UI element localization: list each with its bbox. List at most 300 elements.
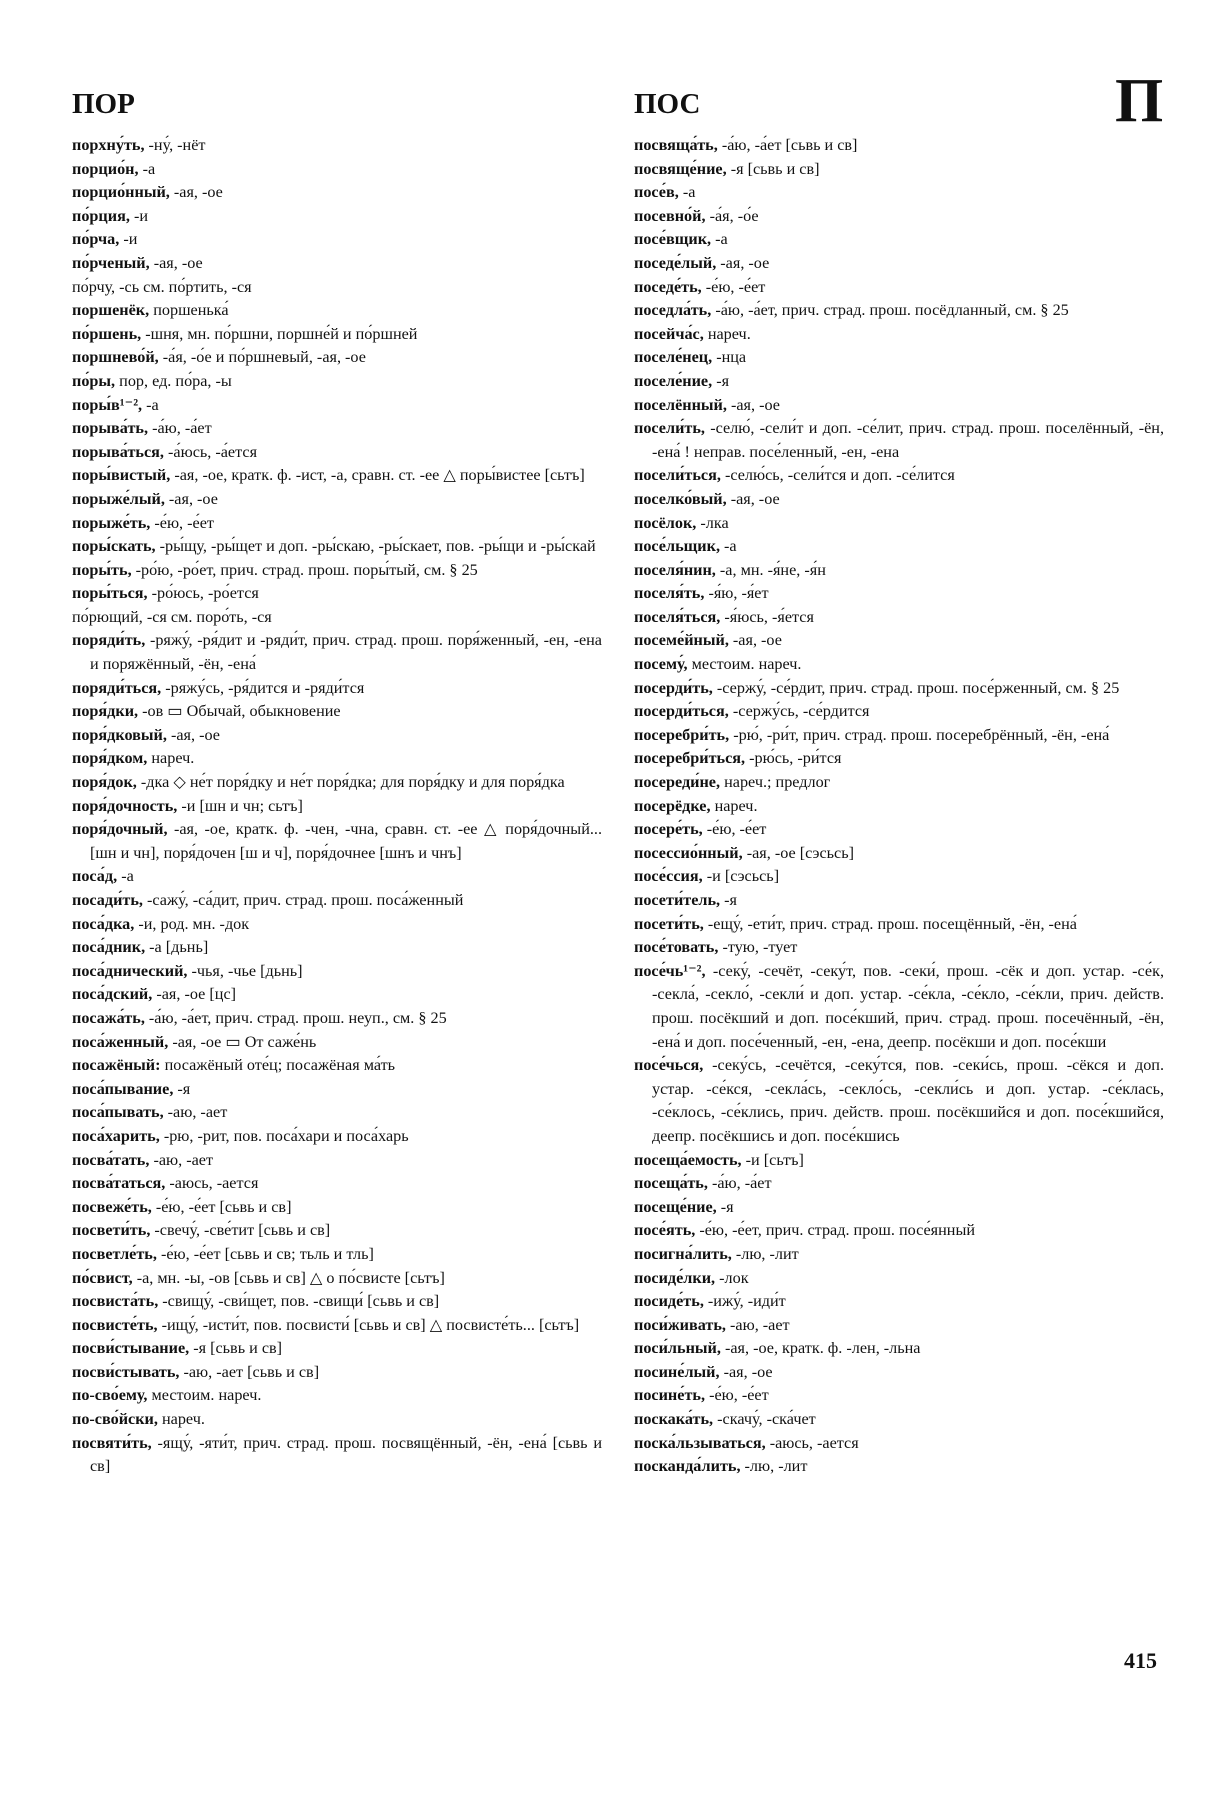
entry-definition: -ая, -ое: [149, 253, 203, 272]
entry-definition: -ая, -ое: [726, 489, 780, 508]
entry-definition: -ая, -ое, кратк. ф. -ист, -а, сравн. ст. -ее △ поры́вистее [сьтъ]: [170, 466, 585, 485]
entry-definition: -ряжу́сь, -ря́дится и -ряди́тся: [161, 678, 365, 697]
entry-headword: поры́в¹⁻²,: [72, 395, 143, 414]
entry-definition: -ая, -ое: [716, 253, 770, 272]
dictionary-entry: [634, 936, 1164, 960]
entry-headword: поселённый,: [634, 395, 727, 414]
dictionary-entry: [634, 771, 1164, 795]
dictionary-entry: [72, 1267, 602, 1291]
entry-headword: поселя́ться,: [634, 607, 721, 626]
entry-definition: -рю́сь, -ри́тся: [745, 749, 842, 768]
dictionary-entry: [634, 464, 1164, 488]
dictionary-entry: [72, 512, 602, 536]
dictionary-entry: [634, 1054, 1164, 1148]
entry-headword: поры́ть,: [72, 560, 132, 579]
page-section-letter: П: [1115, 67, 1164, 135]
entry-headword: посеме́йный,: [634, 631, 729, 650]
entry-definition: -лю, -лит: [731, 1244, 799, 1263]
entry-definition: -и [сьтъ]: [741, 1150, 804, 1169]
dictionary-entry: [72, 370, 602, 394]
entry-headword: поршнево́й,: [72, 348, 159, 367]
entry-headword: поса́пывать,: [72, 1103, 164, 1122]
dictionary-entry: [634, 559, 1164, 583]
dictionary-entry: [634, 1172, 1164, 1196]
entry-definition: -а: [711, 230, 728, 249]
dictionary-entry: [72, 1432, 602, 1479]
entry-headword: поря́дковый,: [72, 725, 167, 744]
entry-headword: посеща́емость,: [634, 1150, 742, 1169]
entry-headword: порцио́н,: [72, 159, 139, 178]
dictionary-entry: [634, 346, 1164, 370]
dictionary-entry: [634, 913, 1164, 937]
entry-headword: поря́дком,: [72, 749, 148, 768]
entry-headword: порцио́нный,: [72, 183, 170, 202]
entry-definition: -ро́юсь, -ро́ется: [147, 584, 259, 603]
dictionary-entry: [634, 370, 1164, 394]
entry-headword: посеща́ть,: [634, 1174, 708, 1193]
entry-definition: -е́ю, -е́ет: [701, 277, 766, 296]
entry-definition: -а́ю, -а́ет: [148, 419, 212, 438]
entry-headword: посерди́ться,: [634, 702, 729, 721]
dictionary-entry: [72, 181, 602, 205]
entry-definition: -сержу́, -се́рдит, прич. страд. прош. посе́рженный, см. § 25: [712, 678, 1120, 697]
entry-headword: посеребри́ть,: [634, 725, 730, 744]
entry-headword: поря́дочность,: [72, 796, 178, 815]
entry-definition: -и [сэсьсь]: [702, 867, 780, 886]
entry-definition: -а: [117, 867, 134, 886]
entry-headword: поса́харить,: [72, 1126, 160, 1145]
entry-headword: посади́ть,: [72, 891, 143, 909]
dictionary-entry: [72, 394, 602, 418]
entry-definition: -ну́, -нёт: [144, 136, 206, 154]
entry-definition: -а́я, -о́е и по́ршневый, -ая, -ое: [158, 348, 366, 367]
entry-definition: нареч.; предлог: [720, 773, 831, 792]
entry-definition: -е́ю, -е́ет [сьвь и св]: [151, 1197, 292, 1216]
dictionary-entry: [634, 889, 1164, 913]
dictionary-entry: [72, 1243, 602, 1267]
entry-definition: -ая, -ое: [728, 631, 782, 650]
entry-headword: по́свист,: [72, 1268, 133, 1287]
right-column: [634, 84, 1164, 1479]
entry-headword: посиде́лки,: [634, 1268, 716, 1287]
dictionary-entry: [634, 1267, 1164, 1291]
entry-headword: посе́чь¹⁻²,: [634, 961, 706, 980]
dictionary-entry: [72, 417, 602, 441]
entry-headword: по́рча,: [72, 230, 120, 249]
dictionary-entry: [634, 653, 1164, 677]
entry-headword: поси́живать,: [634, 1315, 726, 1334]
entry-definition: -свищу́, -сви́щет, пов. -свищи́ [сьвь и св]: [158, 1292, 440, 1311]
entry-definition: -аю, -ает: [163, 1103, 228, 1122]
dictionary-entry: [634, 1149, 1164, 1173]
dictionary-entry: [72, 1078, 602, 1102]
dictionary-entry: [72, 1384, 602, 1408]
entry-headword: посиде́ть,: [634, 1292, 704, 1311]
dictionary-entry: [634, 205, 1164, 229]
entry-headword: посе́чься,: [634, 1056, 704, 1075]
entry-headword: поседе́ть,: [634, 277, 702, 296]
entry-definition: -я́ю, -я́ет: [704, 584, 769, 603]
entry-definition: -а: [142, 395, 159, 414]
entry-headword: по́рченый,: [72, 253, 150, 272]
entry-headword: по-сво́йски,: [72, 1410, 158, 1429]
entry-definition: -я: [716, 1197, 734, 1216]
entry-definition: -ещу́, -ети́т, прич. страд. прош. посещённый, -ён, -ена́: [703, 914, 1077, 933]
entry-definition: по́рчу, -сь см. по́ртить, -ся: [72, 277, 252, 296]
dictionary-entry: [72, 252, 602, 276]
entry-definition: -секу́, -сечёт, -секу́т, пов. -секи́, прош. -сёк и доп. устар. -се́к, -секла́, -секло́, -секли́ и доп. устар. -се́кла, -се́кло, -се́кли, прич. действ. прош. посёкший и доп. посе́кший, прич. страд. прош. посечённый, -ён, -ена́ и доп. посе́ченный, -ен, -ена, деепр. посёкши и доп. посе́кши: [652, 961, 1164, 1051]
dictionary-entry: [634, 512, 1164, 536]
dictionary-entry: [72, 1031, 602, 1055]
dictionary-entry: [72, 1337, 602, 1361]
entry-headword: поряди́ться,: [72, 678, 162, 697]
entry-definition: -ры́щу, -ры́щет и доп. -ры́скаю, -ры́скает, пов. -ры́щи и -ры́скай: [155, 537, 596, 556]
entry-headword: посели́ть,: [634, 419, 705, 438]
entry-definition: -селю́, -сели́т и доп. -се́лит, прич. страд. прош. поселённый, -ён, -ена́ ! неправ. посе́ленный, -ен, -ена: [652, 419, 1164, 461]
entry-headword: поска́льзываться,: [634, 1433, 766, 1452]
dictionary-entry: [634, 1219, 1164, 1243]
entry-definition: нареч.: [710, 796, 758, 815]
entry-headword: поси́льный,: [634, 1339, 721, 1358]
dictionary-entry: [72, 677, 602, 701]
entry-headword: посе́в,: [634, 183, 679, 202]
dictionary-entry: [72, 1054, 602, 1078]
dictionary-entry: [634, 252, 1164, 276]
dictionary-entry: [72, 1125, 602, 1149]
entry-headword: посветле́ть,: [72, 1244, 157, 1263]
entry-definition: -ая, -ое [цс]: [152, 985, 237, 1004]
entry-definition: -ая, -ое: [719, 1362, 773, 1381]
entry-definition: -аюсь, -ается: [765, 1433, 859, 1452]
entry-definition: -и, род. мн. -док: [134, 914, 250, 933]
entry-headword: посвисте́ть,: [72, 1315, 158, 1334]
dictionary-entry: [72, 134, 602, 158]
entry-headword: посети́тель,: [634, 891, 721, 909]
dictionary-entry: [72, 1314, 602, 1338]
entry-headword: порхну́ть,: [72, 136, 145, 154]
entry-definition: -ро́ю, -ро́ет, прич. страд. прош. поры́тый, см. § 25: [131, 560, 478, 579]
dictionary-entry: [72, 724, 602, 748]
dictionary-entry: [634, 299, 1164, 323]
right-running-head: ПОС: [634, 88, 701, 120]
entry-definition: местоим. нареч.: [147, 1386, 262, 1405]
left-running-head: ПОР: [72, 88, 135, 120]
entry-headword: поры́ться,: [72, 584, 148, 603]
entry-definition: пор, ед. по́ра, -ы: [115, 371, 232, 390]
dictionary-entry: [72, 228, 602, 252]
entry-headword: посвяще́ние,: [634, 159, 727, 178]
entry-headword: посва́тать,: [72, 1150, 150, 1169]
entry-headword: посему́,: [634, 655, 688, 674]
entry-definition: -а́ю, -а́ет [сьвь и св]: [717, 136, 858, 154]
entry-headword: посине́ть,: [634, 1386, 706, 1405]
entry-definition: -ов ▭ Обычай, обыкновение: [138, 702, 341, 721]
entry-headword: посереди́не,: [634, 773, 721, 792]
dictionary-entry: [72, 276, 602, 300]
dictionary-entry: [72, 818, 602, 865]
dictionary-entry: [634, 677, 1164, 701]
entry-definition: -сажу́, -са́дит, прич. страд. прош. поса́женный: [142, 891, 464, 909]
entry-definition: -шня, мн. по́ршни, поршне́й и по́ршней: [141, 324, 418, 343]
entry-definition: -аю, -ает: [149, 1150, 214, 1169]
entry-definition: -е́ю, -е́ет, прич. страд. прош. посе́янный: [695, 1221, 975, 1240]
entry-definition: -ижу́, -иди́т: [703, 1292, 786, 1311]
dictionary-entry: [72, 346, 602, 370]
dictionary-entry: [72, 441, 602, 465]
dictionary-entry: [72, 983, 602, 1007]
entry-headword: поршенёк,: [72, 301, 150, 320]
entry-definition: -рю, -рит, пов. поса́хари и поса́харь: [159, 1126, 409, 1145]
entry-definition: поршенька́: [149, 301, 229, 320]
entry-headword: по́рция,: [72, 206, 130, 225]
dictionary-entry: [634, 417, 1164, 464]
entry-headword: посейча́с,: [634, 324, 704, 343]
dictionary-entry: [634, 1455, 1164, 1479]
entry-definition: -а [дьнь]: [145, 938, 209, 957]
entry-headword: посвяща́ть,: [634, 136, 718, 154]
entry-definition: посажёный оте́ц; посажёная ма́ть: [160, 1056, 396, 1075]
entry-definition: -сержу́сь, -се́рдится: [728, 702, 870, 721]
entry-headword: поскака́ть,: [634, 1410, 714, 1429]
entry-headword: посвети́ть,: [72, 1221, 151, 1240]
dictionary-entry: [72, 606, 602, 630]
entry-headword: поседе́лый,: [634, 253, 717, 272]
entry-headword: порыже́ть,: [72, 513, 151, 532]
entry-headword: поря́дки,: [72, 702, 139, 721]
entry-definition: -я: [720, 891, 737, 909]
entry-definition: -а: [720, 537, 737, 556]
entry-headword: посине́лый,: [634, 1362, 720, 1381]
dictionary-entry: [72, 960, 602, 984]
dictionary-entry: [72, 559, 602, 583]
entry-definition: -а́ю, -а́ет, прич. страд. прош. посёдланный, см. § 25: [711, 301, 1069, 320]
entry-headword: посажа́ть,: [72, 1008, 145, 1027]
entry-definition: местоим. нареч.: [687, 655, 802, 674]
dictionary-entry: [72, 158, 602, 182]
entry-headword: посвеже́ть,: [72, 1197, 152, 1216]
entry-headword: посви́стывание,: [72, 1339, 190, 1358]
entry-definition: -я: [712, 371, 730, 390]
entry-headword: поса́дник,: [72, 938, 146, 957]
entry-definition: -е́ю, -е́ет: [705, 1386, 769, 1405]
entry-definition: -ряжу́, -ря́дит и -ряди́т, прич. страд. прош. поря́женный, -ен, -ена и поряжённый, -ён, -ена́: [90, 631, 602, 674]
dictionary-entry: [72, 1007, 602, 1031]
dictionary-entry: [634, 960, 1164, 1054]
dictionary-entry: [72, 1219, 602, 1243]
entry-headword: порыва́ться,: [72, 442, 164, 461]
entry-definition: -ая, -ое: [726, 395, 780, 414]
dictionary-entry: [72, 865, 602, 889]
entry-definition: -ая, -ое, кратк. ф. -чен, -чна, сравн. ст. -ее △ поря́дочный... [шн и чн], поря́дочен [ш и ч], поря́дочнее [шнъ и чнъ]: [90, 820, 602, 862]
entry-headword: поса́пывание,: [72, 1079, 174, 1098]
entry-headword: посерёдке,: [634, 796, 711, 815]
entry-headword: порыва́ть,: [72, 419, 149, 438]
dictionary-entry: [634, 158, 1164, 182]
entry-definition: -я: [173, 1079, 191, 1098]
entry-definition: -а́ю, -а́ет: [707, 1174, 772, 1193]
entry-definition: -ящу́, -яти́т, прич. страд. прош. посвящённый, -ён, -ена́ [сьвь и св]: [90, 1433, 602, 1476]
entry-headword: поса́дский,: [72, 985, 153, 1004]
entry-headword: поседла́ть,: [634, 301, 712, 320]
dictionary-entry: [72, 1408, 602, 1432]
dictionary-entry: [634, 1243, 1164, 1267]
entry-headword: поря́док,: [72, 773, 137, 792]
left-column: [72, 84, 602, 1479]
entry-definition: -а, мн. -ы, -ов [сьвь и св] △ о по́свисте [сьтъ]: [132, 1268, 445, 1287]
entry-headword: поселя́нин,: [634, 560, 716, 579]
entry-headword: посе́ссия,: [634, 867, 703, 886]
dictionary-entry: [634, 1337, 1164, 1361]
entry-headword: по́ршень,: [72, 324, 142, 343]
entry-definition: -скачу́, -ска́чет: [713, 1410, 816, 1429]
entry-headword: поса́женный,: [72, 1032, 169, 1051]
entry-headword: поселе́нец,: [634, 348, 713, 367]
dictionary-entry: [634, 535, 1164, 559]
entry-headword: посканда́лить,: [634, 1457, 741, 1476]
dictionary-entry: [634, 1408, 1164, 1432]
entry-definition: -ая, -ое: [166, 725, 220, 744]
entry-definition: -а, мн. -я́не, -я́н: [715, 560, 826, 579]
dictionary-entry: [72, 1172, 602, 1196]
dictionary-entry: [72, 323, 602, 347]
entry-headword: посели́ться,: [634, 466, 721, 485]
entry-headword: посигна́лить,: [634, 1244, 732, 1263]
entry-headword: посёлок,: [634, 513, 697, 532]
dictionary-entry: [72, 700, 602, 724]
dictionary-entry: [634, 818, 1164, 842]
dictionary-entry: [72, 889, 602, 913]
entry-headword: поса́днический,: [72, 961, 188, 980]
page-number: 415: [1124, 1648, 1157, 1673]
entry-headword: посере́ть,: [634, 820, 703, 839]
dictionary-entry: [72, 747, 602, 771]
entry-headword: посе́вщик,: [634, 230, 712, 249]
entry-headword: посе́ять,: [634, 1221, 696, 1240]
dictionary-entry: [72, 535, 602, 559]
entry-headword: поселя́ть,: [634, 584, 705, 603]
dictionary-entry: [634, 606, 1164, 630]
entry-definition: -а: [678, 183, 696, 202]
entry-definition: нареч.: [157, 1410, 205, 1429]
entry-definition: по́рющий, -ся см. поро́ть, -ся: [72, 607, 272, 626]
entry-headword: посва́таться,: [72, 1174, 166, 1193]
dictionary-entry: [634, 865, 1164, 889]
dictionary-entry: [72, 582, 602, 606]
entry-headword: посеребри́ться,: [634, 749, 746, 768]
entry-definition: -тую, -тует: [718, 938, 798, 957]
entry-headword: посессио́нный,: [634, 843, 743, 862]
dictionary-entry: [634, 1290, 1164, 1314]
dictionary-entry: [72, 1361, 602, 1385]
dictionary-entry: [634, 228, 1164, 252]
entry-definition: -я [сьвь и св]: [726, 159, 820, 178]
entry-headword: поры́вистый,: [72, 466, 171, 485]
dictionary-entry: [634, 323, 1164, 347]
entry-headword: посажёный:: [72, 1056, 161, 1075]
dictionary-entry: [634, 842, 1164, 866]
dictionary-entry: [634, 276, 1164, 300]
dictionary-entry: [634, 1384, 1164, 1408]
dictionary-entry: [634, 394, 1164, 418]
entry-definition: -ая, -ое ▭ От саже́нь: [168, 1032, 317, 1051]
dictionary-entry: [634, 1432, 1164, 1456]
dictionary-entry: [634, 795, 1164, 819]
entry-definition: -а́ю, -а́ет, прич. страд. прош. неуп., см. § 25: [144, 1008, 447, 1027]
entry-definition: -секу́сь, -сечётся, -секу́тся, пов. -секи́сь, прош. -сёкся и доп. устар. -се́кся, -секла́сь, -секло́сь, -секли́сь и доп. устар. -се́клась, -се́клось, -се́клись, прич. действ. прош. посёкшийся и доп. посе́кшийся, деепр. посёкшись и доп. посе́кшись: [652, 1056, 1164, 1145]
dictionary-entry: [634, 134, 1164, 158]
dictionary-entry: [72, 464, 602, 488]
entry-headword: посви́стывать,: [72, 1362, 180, 1381]
dictionary-entry: [634, 629, 1164, 653]
entry-headword: поселе́ние,: [634, 371, 713, 390]
entry-headword: поряди́ть,: [72, 631, 146, 650]
entry-definition: -лок: [715, 1268, 749, 1287]
entry-definition: -и [шн и чн; сьтъ]: [177, 796, 303, 815]
entry-definition: -и: [119, 230, 138, 249]
entry-definition: -аю, -ает [сьвь и св]: [179, 1362, 320, 1381]
dictionary-entry: [72, 1101, 602, 1125]
entry-definition: -ищу́, -исти́т, пов. посвисти́ [сьвь и св] △ посвисте́ть... [сьтъ]: [157, 1315, 580, 1334]
dictionary-entry: [634, 488, 1164, 512]
dictionary-entry: [72, 771, 602, 795]
entry-headword: по-сво́ему,: [72, 1386, 148, 1405]
entry-definition: -я [сьвь и св]: [189, 1339, 283, 1358]
entry-headword: поры́скать,: [72, 537, 156, 556]
entry-definition: -е́ю, -е́ет [сьвь и св; тьль и тль]: [156, 1244, 374, 1263]
dictionary-entry: [72, 1290, 602, 1314]
entry-definition: -и: [129, 206, 148, 225]
dictionary-entry: [72, 488, 602, 512]
entry-definition: -а: [138, 159, 156, 178]
entry-headword: посеще́ние,: [634, 1197, 717, 1216]
entry-definition: нареч.: [147, 749, 195, 768]
entry-definition: -е́ю, -е́ет: [150, 513, 214, 532]
entry-definition: нареч.: [703, 324, 751, 343]
dictionary-entry: [634, 582, 1164, 606]
entry-definition: -селю́сь, -сели́тся и доп. -се́лится: [720, 466, 955, 485]
entry-definition: -аю, -ает: [725, 1315, 790, 1334]
entry-definition: -свечу́, -све́тит [сьвь и св]: [150, 1221, 331, 1240]
entry-definition: -лка: [696, 513, 729, 532]
entry-headword: поселко́вый,: [634, 489, 727, 508]
dictionary-entry: [634, 724, 1164, 748]
dictionary-entry: [634, 747, 1164, 771]
entry-headword: посвяти́ть,: [72, 1433, 152, 1452]
entry-definition: -дка ◇ не́т поря́дку и не́т поря́дка; для поря́дку и для поря́дка: [136, 773, 565, 792]
right-entry-list: [634, 134, 1164, 1479]
entry-definition: -ая, -ое [сэсьсь]: [742, 843, 854, 862]
entry-headword: посерди́ть,: [634, 678, 713, 697]
entry-headword: посети́ть,: [634, 914, 704, 933]
dictionary-entry: [634, 1314, 1164, 1338]
dictionary-entry: [72, 1196, 602, 1220]
entry-definition: -а́я, -о́е: [705, 206, 759, 225]
dictionary-entry: [634, 1361, 1164, 1385]
entry-definition: -а́юсь, -а́ется: [163, 442, 258, 461]
entry-headword: посе́льщик,: [634, 537, 720, 556]
dictionary-entry: [634, 181, 1164, 205]
left-entry-list: [72, 134, 602, 1479]
dictionary-entry: [72, 936, 602, 960]
dictionary-entry: [72, 205, 602, 229]
dictionary-entry: [634, 700, 1164, 724]
entry-definition: -ая, -ое: [169, 183, 223, 202]
dictionary-entry: [634, 1196, 1164, 1220]
entry-definition: -рю́, -ри́т, прич. страд. прош. посеребрённый, -ён, -ена́: [729, 725, 1110, 744]
dictionary-entry: [72, 299, 602, 323]
entry-definition: -е́ю, -е́ет: [702, 820, 767, 839]
dictionary-entry: [72, 795, 602, 819]
